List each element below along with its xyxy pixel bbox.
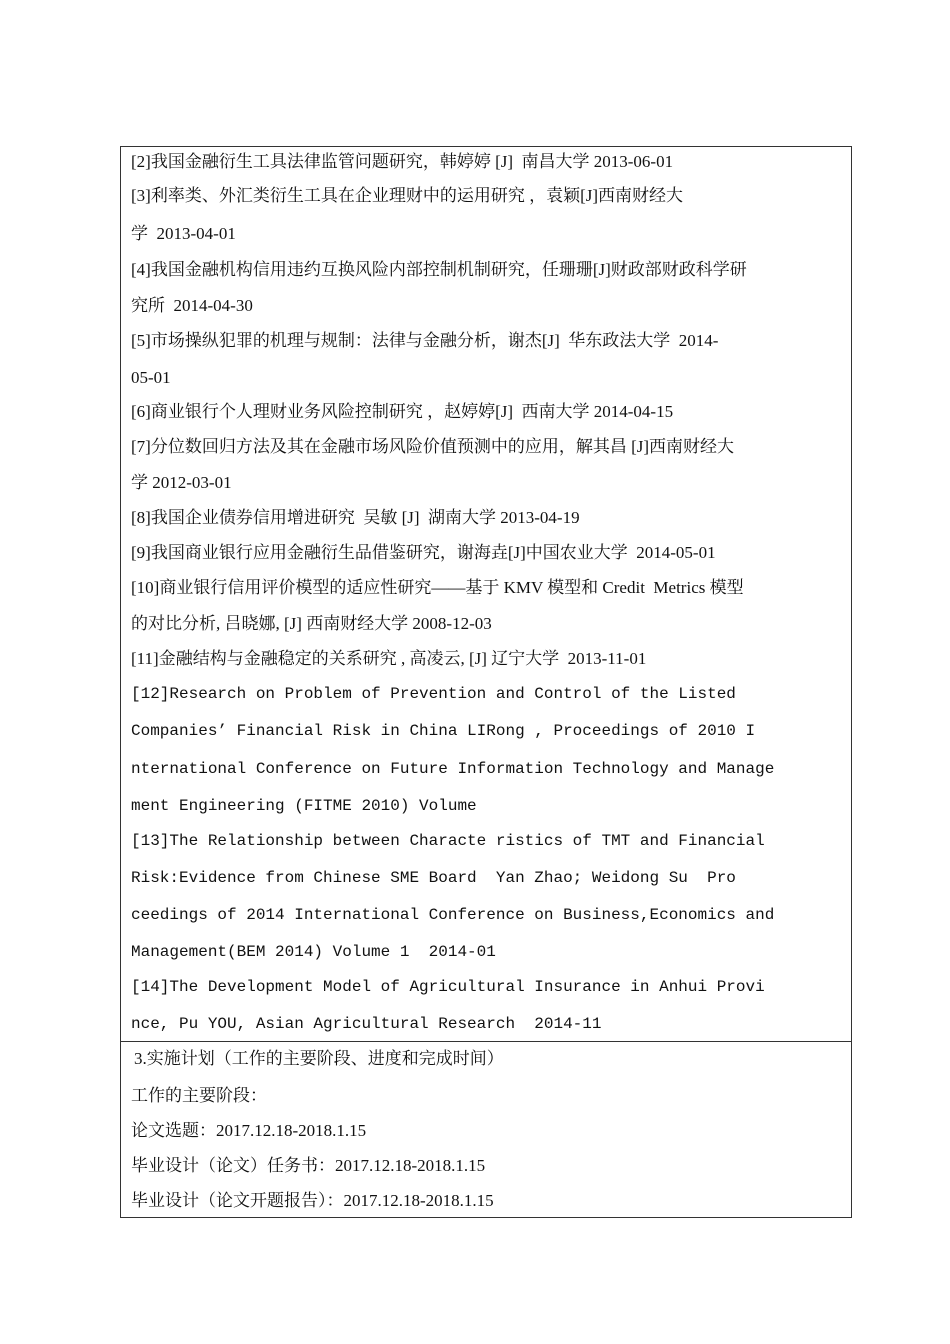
reference-line: 的对比分析, 吕晓娜, [J] 西南财经大学 2008-12-03 xyxy=(131,614,492,633)
reference-line: [13]The Relationship between Characte ristics of TMT and Financial xyxy=(131,832,765,850)
reference-line: [14]The Development Model of Agricultural Insurance in Anhui Provi xyxy=(131,978,765,996)
reference-line: [2]我国金融衍生工具法律监管问题研究，韩婷婷 [J] 南昌大学 2013-06-01 xyxy=(131,152,674,171)
reference-line: [3]利率类、外汇类衍生工具在企业理财中的运用研究 ，袁颖[J]西南财经大 xyxy=(131,186,684,205)
reference-line: 05-01 xyxy=(131,368,171,387)
reference-line: [7]分位数回归方法及其在金融市场风险价值预测中的应用，解其昌 [J]西南财经大 xyxy=(131,437,735,456)
reference-line: [12]Research on Problem of Prevention and Control of the Listed xyxy=(131,685,736,703)
reference-line: Management(BEM 2014) Volume 1 2014-01 xyxy=(131,943,496,961)
reference-line: nce, Pu YOU, Asian Agricultural Research 2014-11 xyxy=(131,1015,602,1033)
reference-line: [11]金融结构与金融稳定的关系研究 , 高凌云, [J] 辽宁大学 2013-11-01 xyxy=(131,649,647,668)
reference-line: Risk:Evidence from Chinese SME Board Yan Zhao; Weidong Su Pro xyxy=(131,869,736,887)
reference-line: [6]商业银行个人理财业务风险控制研究 ，赵婷婷[J] 西南大学 2014-04-15 xyxy=(131,402,674,421)
reference-line: 学 2013-04-01 xyxy=(131,224,236,243)
reference-line: 究所 2014-04-30 xyxy=(131,296,253,315)
plan-stages-label: 工作的主要阶段： xyxy=(131,1086,267,1105)
reference-line: 学 2012-03-01 xyxy=(131,473,232,492)
reference-line: [9]我国商业银行应用金融衍生品借鉴研究，谢海垚[J]中国农业大学 2014-05-01 xyxy=(131,543,716,562)
reference-line: ment Engineering (FITME 2010) Volume xyxy=(131,797,477,815)
plan-item: 毕业设计（论文开题报告）：2017.12.18-2018.1.15 xyxy=(131,1191,494,1210)
plan-item: 论文选题：2017.12.18-2018.1.15 xyxy=(131,1121,367,1140)
reference-line: [8]我国企业债券信用增进研究 吴敏 [J] 湖南大学 2013-04-19 xyxy=(131,508,580,527)
references-section xyxy=(120,146,852,1042)
plan-item: 毕业设计（论文）任务书：2017.12.18-2018.1.15 xyxy=(131,1156,486,1175)
reference-line: [10]商业银行信用评价模型的适应性研究——基于 KMV 模型和 Credit Metrics 模型 xyxy=(131,578,744,597)
reference-line: nternational Conference on Future Information Technology and Manage xyxy=(131,760,775,778)
reference-line: [4]我国金融机构信用违约互换风险内部控制机制研究，任珊珊[J]财政部财政科学研 xyxy=(131,260,747,279)
reference-line: [5]市场操纵犯罪的机理与规制：法律与金融分析，谢杰[J] 华东政法大学 2014- xyxy=(131,331,719,350)
plan-heading: 3.实施计划（工作的主要阶段、进度和完成时间） xyxy=(134,1049,504,1068)
implementation-plan-section xyxy=(120,1041,852,1218)
reference-line: Companies’ Financial Risk in China LIRong , Proceedings of 2010 I xyxy=(131,722,756,740)
reference-line: ceedings of 2014 International Conference on Business,Economics and xyxy=(131,906,775,924)
